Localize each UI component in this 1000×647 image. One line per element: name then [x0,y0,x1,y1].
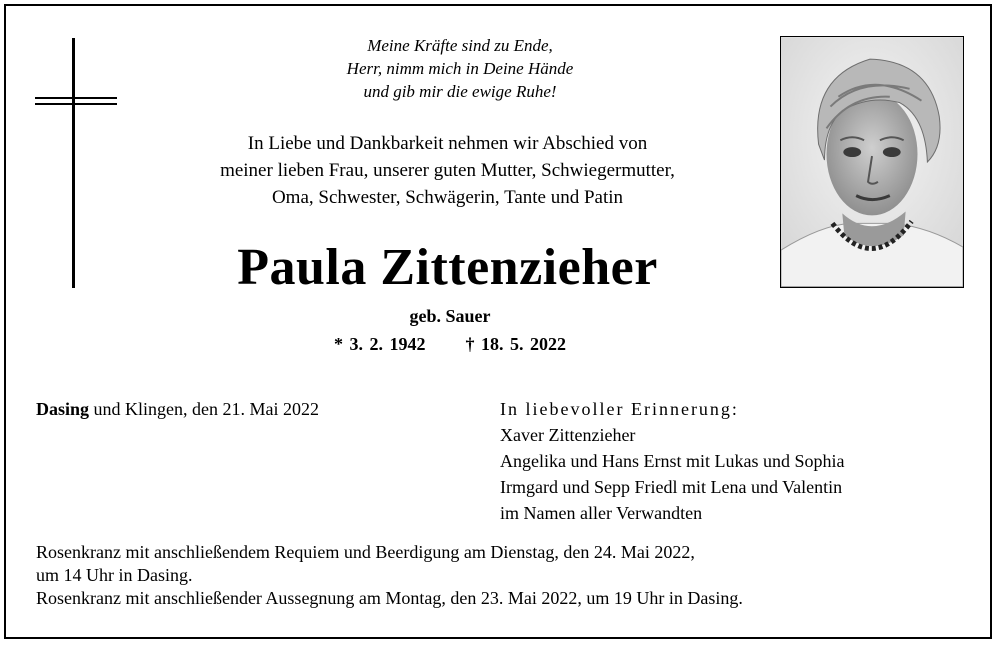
death-date: † 18. 5. 2022 [465,334,566,354]
cross-horizontal-bar [35,97,117,99]
birth-name: geb. Sauer [409,306,491,326]
mourners-block [500,396,980,526]
intro-line: Oma, Schwester, Schwägerin, Tante und Patin [271,187,624,208]
mourners-heading: In liebevoller Erinnerung: [500,399,739,419]
verse-line: und gib mir die ewige Ruhe! [363,82,557,101]
mourner-line: im Namen aller Verwandten [500,503,703,523]
place-town: Dasing [36,399,90,419]
place-and-date [36,397,456,421]
intro-text [120,130,775,211]
mourner-line: Angelika und Hans Ernst mit Lukas und Sophia [500,451,845,471]
intro-line: In Liebe und Dankbarkeit nehmen wir Abschied von [247,133,648,154]
verse-line: Meine Kräfte sind zu Ende, [367,36,553,55]
place-rest: und Klingen, den 21. Mai 2022 [89,399,319,419]
intro-line: meiner lieben Frau, unserer guten Mutter, Schwiegermutter, [220,160,675,181]
birth-date: * 3. 2. 1942 [334,334,426,354]
service-info [36,541,976,610]
mourner-line: Irmgard und Sepp Friedl mit Lena und Valentin [500,477,843,497]
service-line: Rosenkranz mit anschließendem Requiem und Beerdigung am Dienstag, den 24. Mai 2022, [36,542,695,562]
verse [260,34,660,103]
life-dates [260,332,640,356]
verse-line: Herr, nimm mich in Deine Hände [346,59,574,78]
mourner-line: Xaver Zittenzieher [500,425,636,445]
service-line: Rosenkranz mit anschließender Aussegnung am Montag, den 23. Mai 2022, um 19 Uhr in Dasing. [36,588,743,608]
service-line: um 14 Uhr in Dasing. [36,565,193,585]
portrait-photo [780,36,964,288]
cross-horizontal-bar-lower [35,103,117,105]
cross-vertical-bar [72,38,75,288]
deceased-name: Paula Zittenzieher [237,239,658,296]
